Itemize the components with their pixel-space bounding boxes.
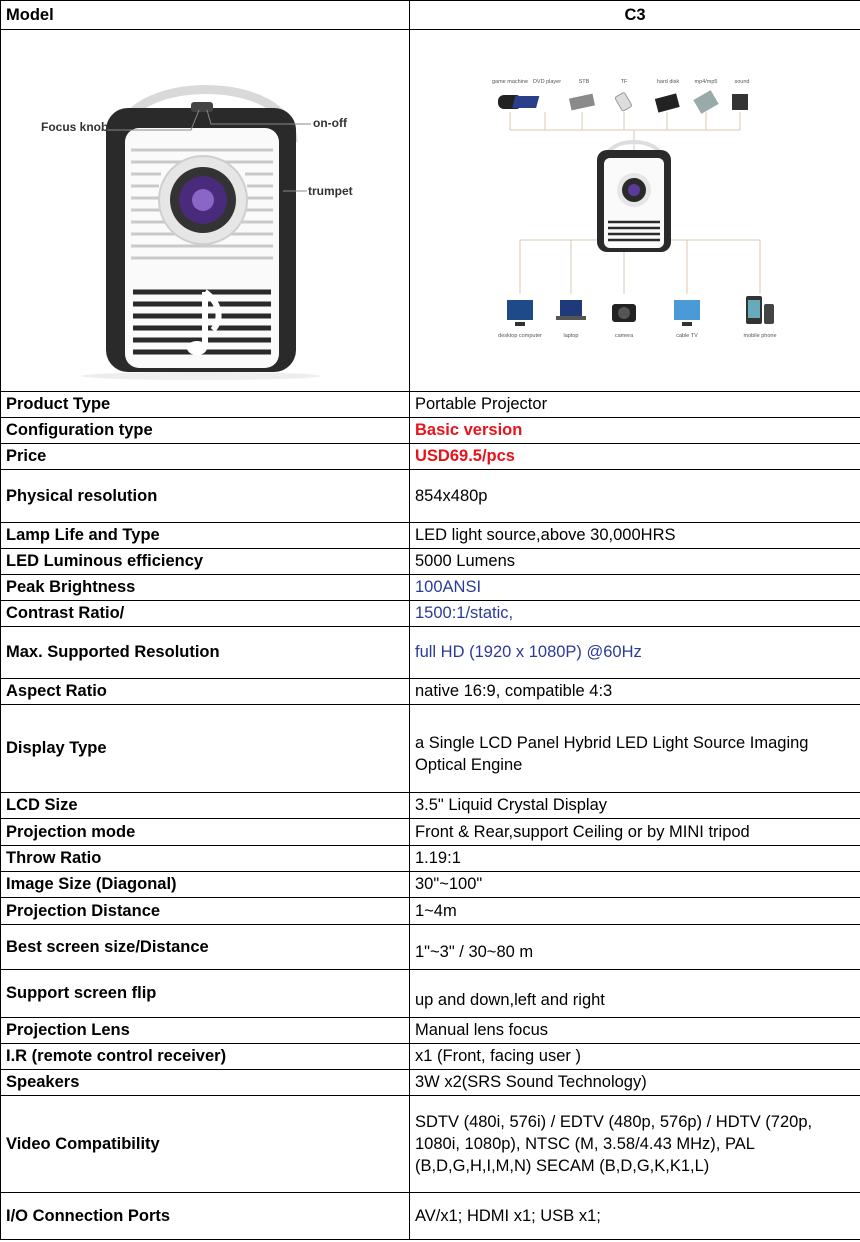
spec-label: Video Compatibility [1,1096,410,1193]
spec-row [1,1193,860,1240]
model-value: C3 [410,1,860,30]
label-game-machine: game machine [491,79,529,85]
top-device-labels [492,79,750,85]
spec-row [1,819,860,846]
spec-row [1,392,860,418]
hard-disk-icon [655,93,680,112]
label-hard-disk: hard disk [656,79,680,85]
spec-row [1,601,860,627]
tf-card-icon [615,92,633,111]
spec-value: full HD (1920 x 1080P) @60Hz [410,627,860,679]
spec-row [1,1018,860,1044]
label-tf: TF [620,79,628,85]
spec-value: x1 (Front, facing user ) [410,1044,860,1070]
label-dvd-player: DVD player [532,79,562,85]
spec-label: LED Luminous efficiency [1,549,410,575]
spec-label: Best screen size/Distance [1,925,410,970]
trumpet-label: trumpet [308,184,353,198]
image-row [1,30,860,392]
label-sound: sound [734,79,750,85]
bottom-device-labels [498,333,776,339]
spec-label: Throw Ratio [1,846,410,872]
spec-value: 100ANSI [410,575,860,601]
spec-label: I/O Connection Ports [1,1193,410,1240]
spec-label: Projection Distance [1,898,410,925]
spec-label: Projection mode [1,819,410,846]
spec-row [1,925,860,970]
spec-label: Product Type [1,392,410,418]
focus-knob [191,102,213,112]
desktop-computer-icon [507,300,533,326]
spec-label: Support screen flip [1,970,410,1018]
spec-value: 30"~100" [410,872,860,898]
spec-label: Image Size (Diagonal) [1,872,410,898]
model-label: Model [1,1,410,30]
spec-row [1,1070,860,1096]
spec-label: Lamp Life and Type [1,523,410,549]
spec-value: 1500:1/static, [410,601,860,627]
spec-label: Configuration type [1,418,410,444]
dvd-player-icon [512,96,539,108]
spec-label: Physical resolution [1,470,410,523]
spec-value: 3.5" Liquid Crystal Display [410,793,860,819]
spec-label: Price [1,444,410,470]
spec-value: Front & Rear,support Ceiling or by MINI tripod [410,819,860,846]
spec-row [1,970,860,1018]
focus-knob-label: Focus knob [41,120,109,134]
spec-label: Aspect Ratio [1,679,410,705]
lens-center [192,189,214,211]
spec-row [1,705,860,793]
spec-value: 3W x2(SRS Sound Technology) [410,1070,860,1096]
projector-photo [1,30,408,386]
spec-value: LED light source,above 30,000HRS [410,523,860,549]
camera-icon [612,304,636,322]
spec-row [1,793,860,819]
header-row [1,1,860,30]
spec-label: Peak Brightness [1,575,410,601]
stb-icon [569,94,595,111]
projector-photo-cell [1,30,410,392]
connectivity-diagram [410,30,859,386]
spec-value: 1"~3" / 30~80 m [410,925,860,970]
connectivity-diagram-cell [410,30,860,392]
sound-icon [732,94,748,110]
spec-value: AV/x1; HDMI x1; USB x1; [410,1193,860,1240]
spec-row [1,872,860,898]
label-camera: camera [614,333,634,339]
spec-value: 1~4m [410,898,860,925]
spec-label: Contrast Ratio/ [1,601,410,627]
mp4-mp5-icon [693,90,718,114]
shadow [81,372,321,380]
spec-row [1,846,860,872]
spec-row [1,470,860,523]
spec-label: Max. Supported Resolution [1,627,410,679]
spec-value-highlight: Basic version [410,418,860,444]
cable-tv-icon [674,300,700,326]
spec-value: native 16:9, compatible 4:3 [410,679,860,705]
label-laptop: laptop [563,333,579,339]
spec-row [1,1044,860,1070]
spec-value: a Single LCD Panel Hybrid LED Light Source Imaging Optical Engine [410,705,860,793]
price-value: USD69.5/pcs [410,444,860,470]
label-desktop-computer: desktop computer [498,333,542,339]
spec-value: SDTV (480i, 576i) / EDTV (480p, 576p) / HDTV (720p, 1080i, 1080p), NTSC (M, 3.58/4.43 MHz), PAL (B,D,G,H,I,M,N) SECAM (B,D,G,K,K1,L) [410,1096,860,1193]
spec-value: 854x480p [410,470,860,523]
spec-row [1,549,860,575]
spec-value: up and down,left and right [410,970,860,1018]
spec-value: 5000 Lumens [410,549,860,575]
spec-row [1,575,860,601]
spec-label: LCD Size [1,793,410,819]
spec-label: I.R (remote control receiver) [1,1044,410,1070]
music-note-head [187,341,207,355]
spec-row [1,523,860,549]
spec-row [1,898,860,925]
spec-label: Speakers [1,1070,410,1096]
label-cable-tv: cable TV [676,333,698,339]
label-stb: STB [578,79,590,85]
on-off-label: on-off [313,116,347,130]
laptop-icon [556,300,586,320]
spec-row [1,679,860,705]
spec-row [1,418,860,444]
spec-row [1,1096,860,1193]
mobile-phone-icon [746,296,774,324]
spec-row [1,444,860,470]
spec-label: Display Type [1,705,410,793]
spec-value: Manual lens focus [410,1018,860,1044]
label-mp4-mp5: mp4/mp5 [694,79,718,85]
spec-value: 1.19:1 [410,846,860,872]
spec-row [1,627,860,679]
label-mobile-phone: mobile phone [743,333,777,339]
spec-label: Projection Lens [1,1018,410,1044]
mini-lens-glass [628,184,640,196]
spec-value: Portable Projector [410,392,860,418]
